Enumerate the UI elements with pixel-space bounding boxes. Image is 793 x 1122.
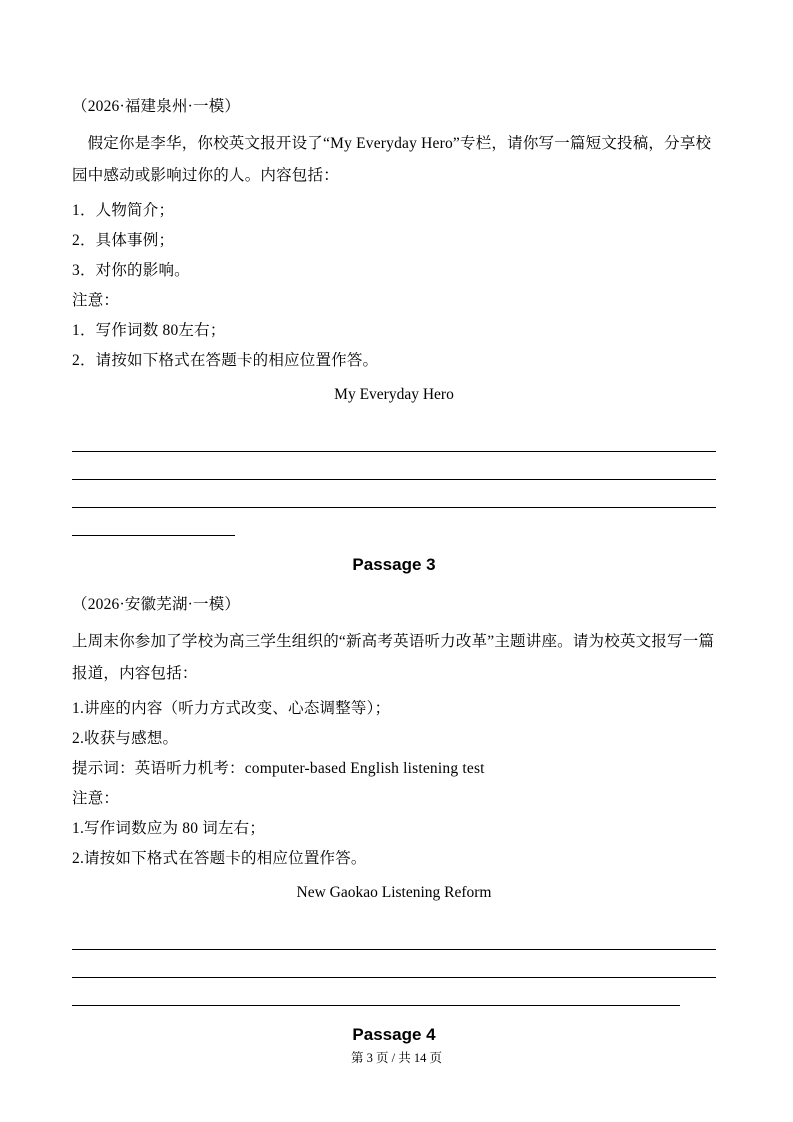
passage-2-notice-2: 2．请按如下格式在答题卡的相应位置作答。 xyxy=(72,352,379,369)
passage-2-point-3: 3．对你的影响。 xyxy=(72,262,190,279)
passage-2-point-1: 1．人物简介； xyxy=(72,202,175,219)
passage-2-composition-title: My Everyday Hero xyxy=(334,386,454,403)
passage-3-point-2: 2.收获与感想。 xyxy=(72,730,179,747)
passage-3-notice-2: 2.请按如下格式在答题卡的相应位置作答。 xyxy=(72,850,367,867)
passage-3-intro: 上周末你参加了学校为高三学生组织的“新高考英语听力改革”主题讲座。请为校英文报写一篇报道，内容包括： xyxy=(72,633,715,682)
writing-line xyxy=(72,480,716,508)
writing-line xyxy=(72,950,716,978)
passage-3-heading: Passage 3 xyxy=(352,555,436,574)
passage-3-hint: 提示词：英语听力机考：computer-based English listening test xyxy=(72,760,485,777)
passage-2-answer-lines xyxy=(72,424,716,536)
passage-3-notice-1: 1.写作词数应为 80 词左右； xyxy=(72,820,266,837)
writing-line-medium xyxy=(72,978,680,1006)
passage-3-section xyxy=(72,590,716,1006)
writing-line xyxy=(72,452,716,480)
passage-2-source: （2026·福建泉州·一模） xyxy=(72,98,241,115)
passage-3-composition-title: New Gaokao Listening Reform xyxy=(296,884,492,901)
passage-3-point-1: 1.讲座的内容（听力方式改变、心态调整等）； xyxy=(72,700,391,717)
writing-line xyxy=(72,424,716,452)
passage-2-point-2: 2．具体事例； xyxy=(72,232,175,249)
writing-line-short xyxy=(72,508,235,536)
passage-4-heading: Passage 4 xyxy=(352,1025,436,1044)
passage-2-notice-1: 1．写作词数 80左右； xyxy=(72,322,226,339)
writing-line xyxy=(72,922,716,950)
passage-2-intro: 假定你是李华，你校英文报开设了“My Everyday Hero”专栏，请你写一篇短文投稿，分享校园中感动或影响过你的人。内容包括： xyxy=(72,135,712,184)
passage-2-notice-label: 注意： xyxy=(72,292,120,309)
page-number-footer: 第 3 页 / 共 14 页 xyxy=(351,1051,442,1065)
passage-3-notice-label: 注意： xyxy=(72,790,120,807)
passage-3-source: （2026·安徽芜湖·一模） xyxy=(72,596,241,613)
passage-2-section xyxy=(72,92,716,536)
passage-3-answer-lines xyxy=(72,922,716,1006)
